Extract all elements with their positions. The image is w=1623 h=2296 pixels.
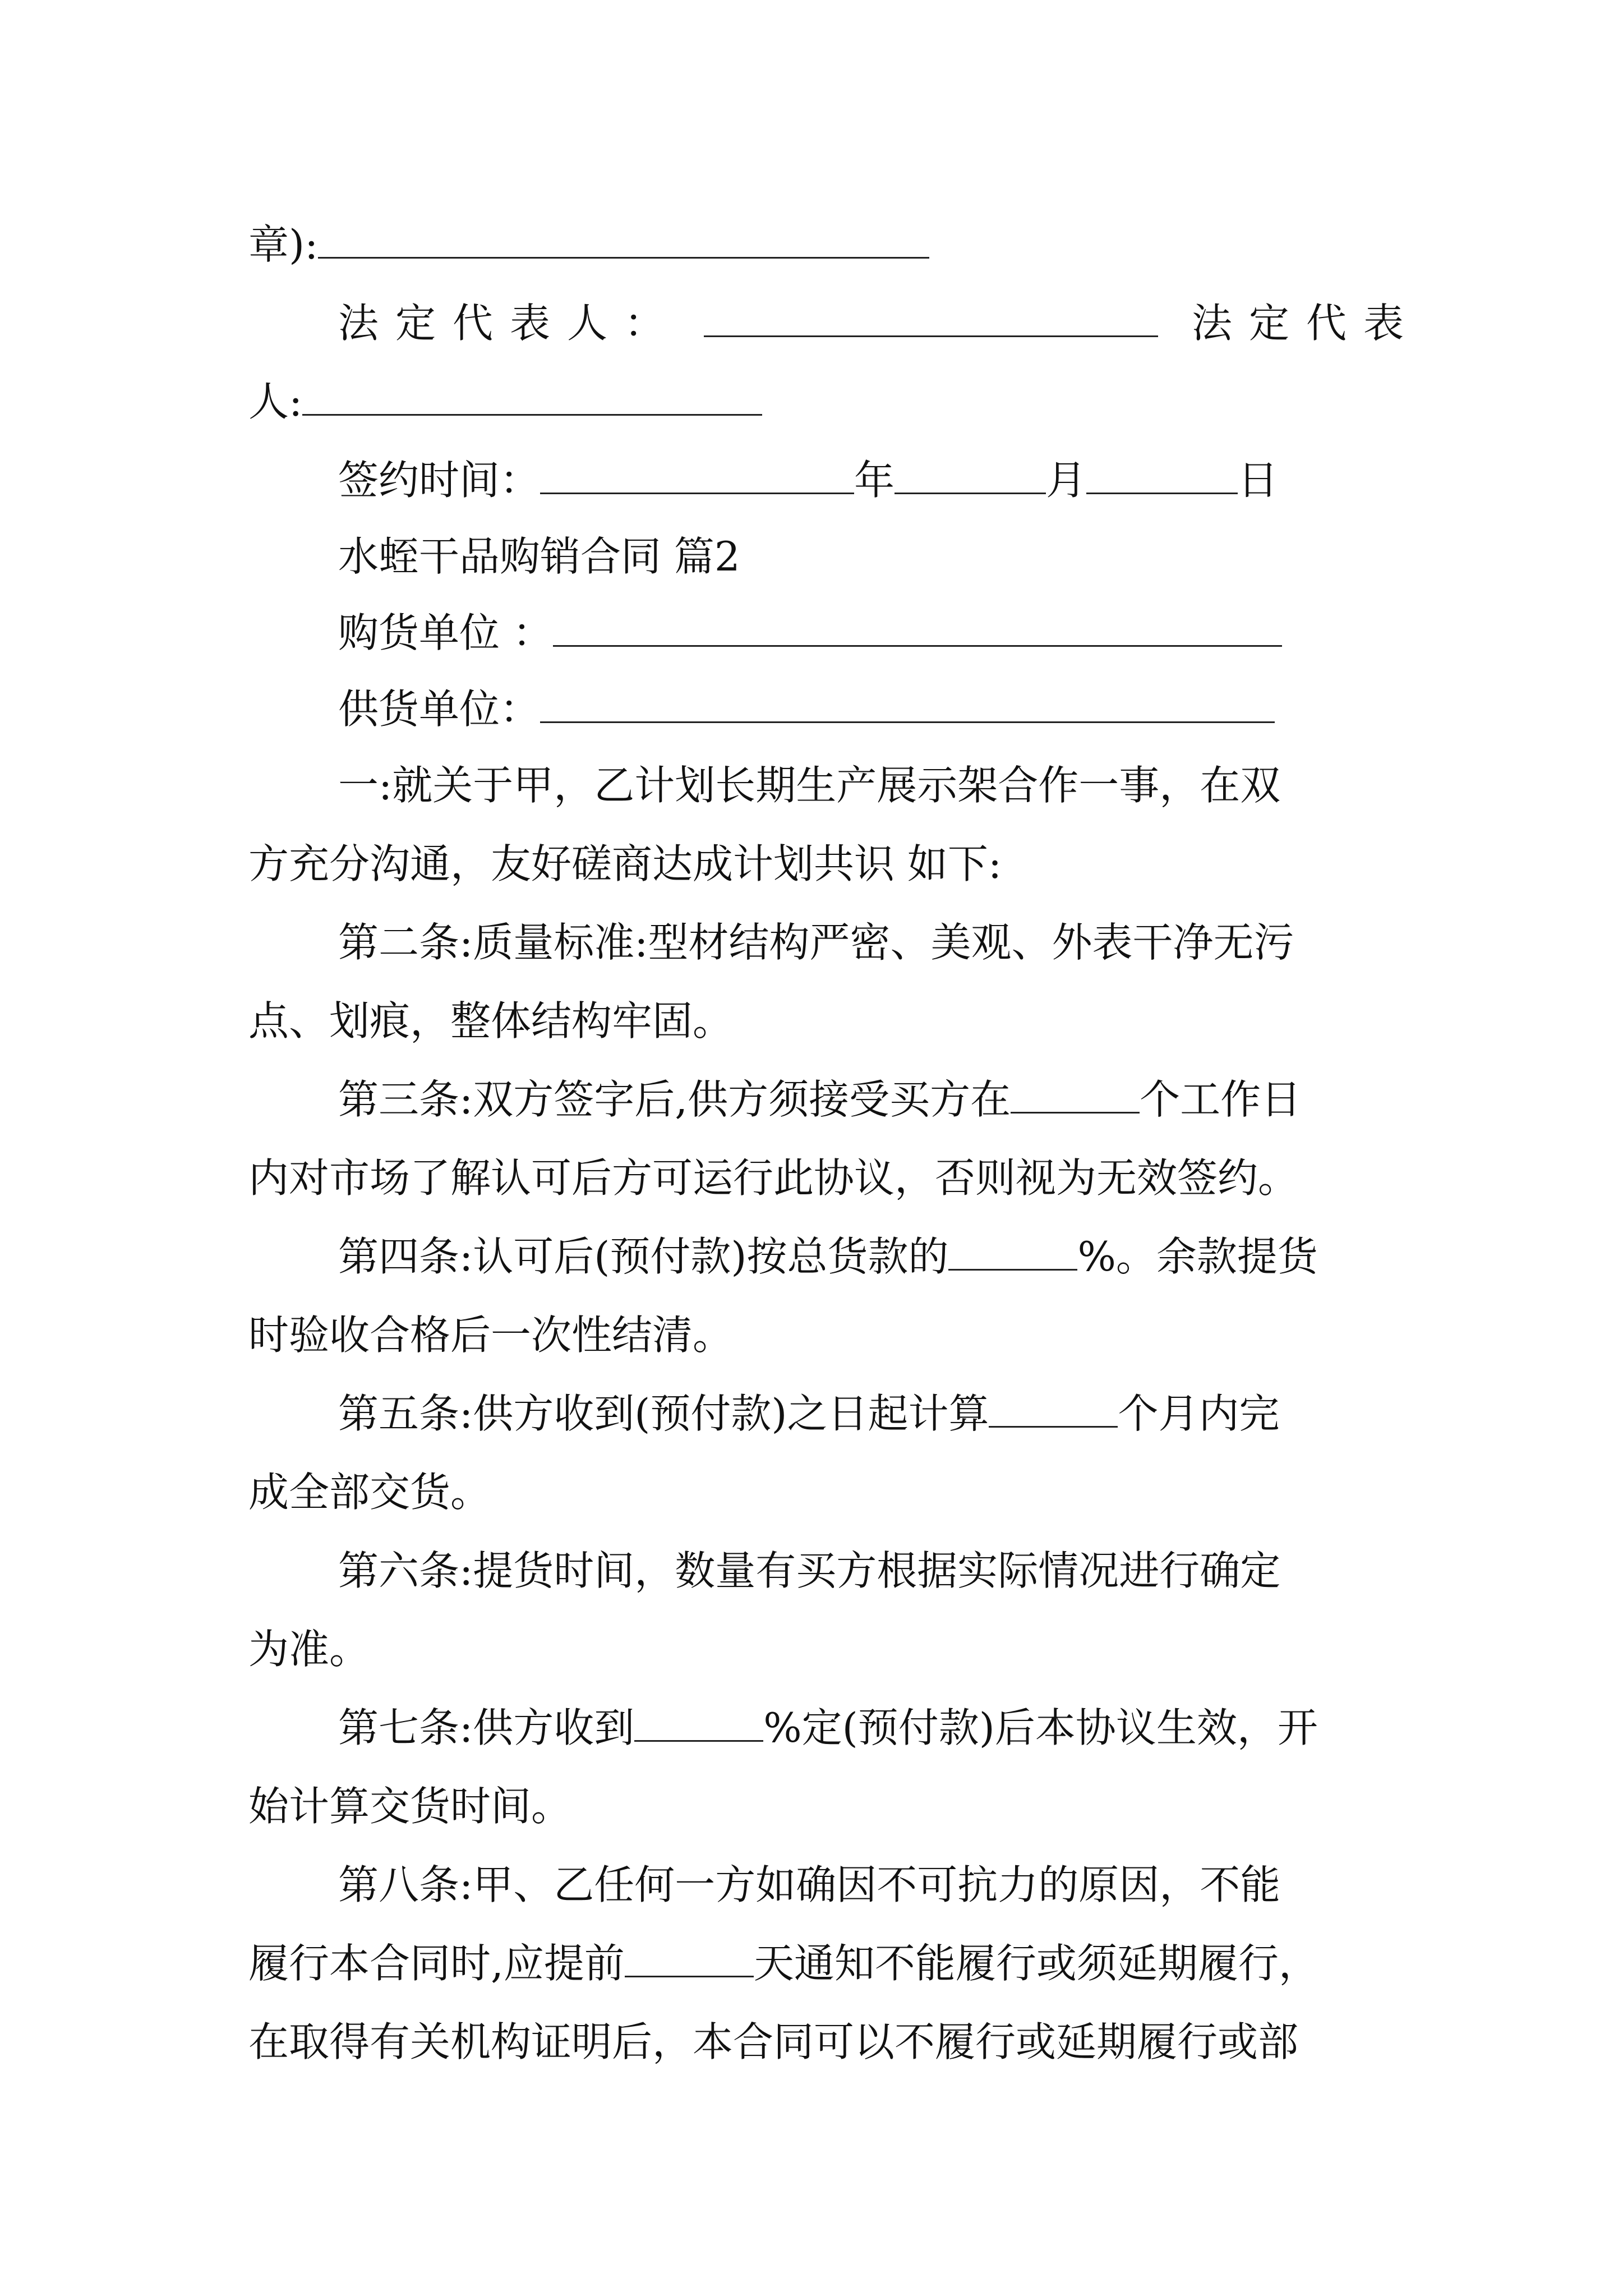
sign-date-label: 签约时间： [338,457,541,504]
clause-1-line-2: 方充分沟通，友好磋商达成计划共识 如下: [248,840,1002,887]
clause-7-blank [634,1701,763,1742]
clause-1-line-1: 一:就关于甲，乙计划长期生产展示架合作一事，在双 [338,762,1281,809]
legal-rep-label-continued: 人: [248,378,303,425]
clause-4-text-a: 第四条:认可后(预付款)按总货款的 [338,1233,949,1280]
legal-rep-label-right: 法定代表 [1192,300,1421,347]
buyer-line [338,605,1393,661]
supplier-blank [540,682,1275,723]
sign-date-month-blank [895,453,1046,494]
clause-2-line-1: 第二条:质量标准:型材结构严密、美观、外表干净无污 [338,919,1294,966]
clause-4-text-b: %。余款提货 [1077,1233,1318,1280]
clause-8-text-a: 履行本合同时,应提前 [248,1940,625,1987]
clause-6-line-2: 为准。 [248,1626,370,1673]
clause-3-text-a: 第三条:双方签字后,供方须接受买方在 [338,1076,1011,1123]
seal-line [248,217,1393,273]
clause-3-line-1 [338,1071,1393,1128]
clause-4-blank [948,1230,1077,1271]
clause-5-line-1 [338,1386,1393,1442]
clause-5-text-b: 个月内完 [1118,1390,1280,1437]
clause-3-text-b: 个工作日 [1140,1076,1302,1123]
buyer-label: 购货单位 ： [338,609,553,656]
sign-date-day: 日 [1238,457,1279,504]
supplier-line [338,681,1393,737]
legal-rep-blank-left [704,296,1158,337]
clause-8-line-2 [248,1935,1393,1991]
sign-date-year: 年 [854,457,895,504]
sign-date-year-blank [540,453,854,494]
clause-7-line-2: 始计算交货时间。 [248,1783,572,1830]
clause-3-blank [1011,1073,1140,1114]
clause-8-text-b: 天通知不能履行或须延期履行， [753,1940,1319,1987]
clause-2-line-2: 点、划痕，整体结构牢固。 [248,997,734,1045]
clause-5-line-2: 成全部交货。 [248,1469,491,1516]
clause-8-line-1: 第八条:甲、乙任何一方如确因不可抗力的原因，不能 [338,1861,1281,1908]
clause-5-blank [989,1387,1118,1428]
clause-7-text-a: 第七条:供方收到 [338,1704,635,1751]
section-title: 水蛭干品购销合同 篇2 [338,533,740,580]
supplier-label: 供货单位： [338,685,541,733]
clause-8-line-3: 在取得有关机构证明后，本合同可以不履行或延期履行或部 [248,2018,1299,2065]
clause-4-line-2: 时验收合格后一次性结清。 [248,1312,734,1359]
seal-blank [318,218,929,259]
legal-rep-continued-line [248,374,1393,430]
clause-7-line-1 [338,1700,1393,1756]
clause-3-line-2: 内对市场了解认可后方可运行此协议，否则视为无效签约。 [248,1154,1299,1202]
legal-rep-label-left: 法定代表人： [338,300,682,347]
clause-6-line-1: 第六条:提货时间，数量有买方根据实际情况进行确定 [338,1547,1281,1594]
seal-label: 章): [248,221,319,268]
sign-date-line [338,452,1393,508]
sign-date-month: 月 [1046,457,1087,504]
sign-date-day-blank [1086,453,1238,494]
clause-5-text-a: 第五条:供方收到(预付款)之日起计算 [338,1390,989,1437]
clause-4-line-1 [338,1228,1393,1285]
legal-rep-line [338,295,1421,351]
clause-8-blank [625,1936,754,1977]
legal-rep-blank-right [302,375,762,416]
clause-7-text-b: %定(预付款)后本协议生效，开 [763,1704,1318,1751]
buyer-blank [553,606,1282,647]
